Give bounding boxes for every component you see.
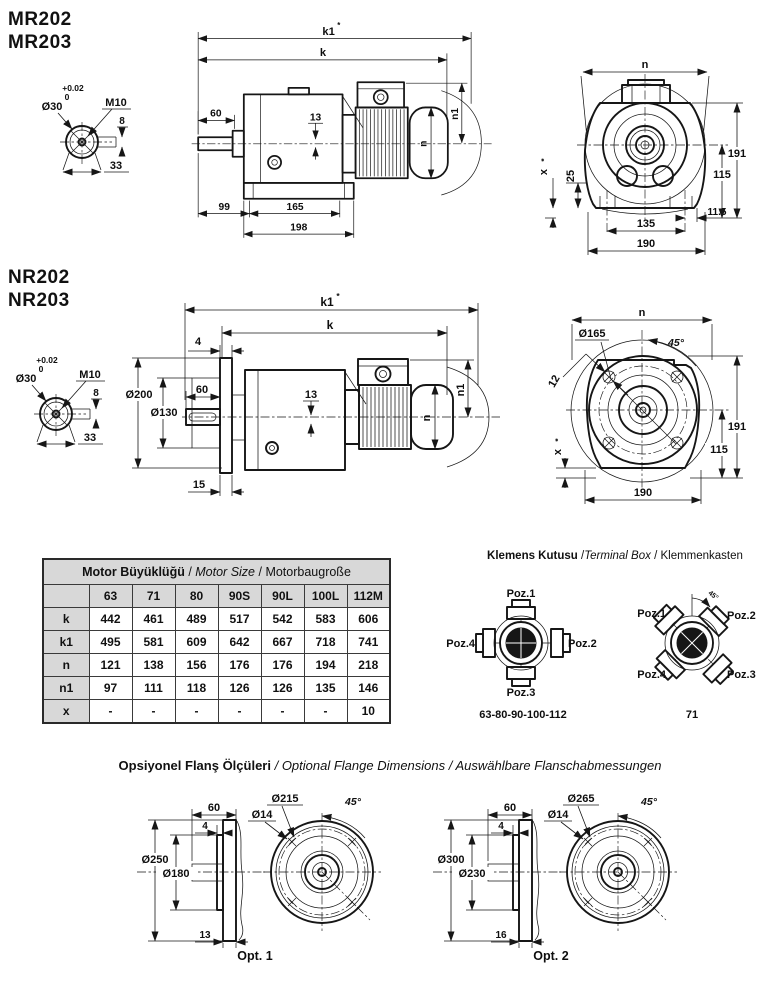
value-cell: 442 xyxy=(89,608,132,631)
value-cell: 741 xyxy=(347,631,390,654)
value-cell: 581 xyxy=(132,631,175,654)
terminal-box-title-de: Klemmenkasten xyxy=(660,550,743,562)
value-cell: 606 xyxy=(347,608,390,631)
value-cell: 135 xyxy=(304,677,347,700)
mr-front-dim11_5-label: 11.5 xyxy=(707,207,727,218)
mr-k1-label: k1 xyxy=(322,25,335,38)
value-cell: 176 xyxy=(261,654,304,677)
flange-angle-label: 45° xyxy=(641,796,657,808)
terminal-box-diagram-71 xyxy=(612,582,780,722)
value-cell: 642 xyxy=(218,631,261,654)
flange-thickness-label: 13 xyxy=(199,930,211,941)
value-cell: 118 xyxy=(175,677,218,700)
flange-outer-dia-label: Ø300 xyxy=(437,854,465,866)
nr-dim4-label: 4 xyxy=(194,336,202,348)
shaft-tolerance-lower: 0 xyxy=(38,364,44,374)
flange-dim4-label: 4 xyxy=(498,821,504,832)
value-cell: - xyxy=(261,700,304,724)
value-cell: - xyxy=(218,700,261,724)
nr-front-dim115-label: 115 xyxy=(710,444,728,456)
value-cell: 126 xyxy=(261,677,304,700)
flange-section-heading xyxy=(30,758,750,773)
mr-front-view-drawing xyxy=(538,53,780,263)
mr-dim165-label: 165 xyxy=(286,201,304,213)
nr-front-x-star: * xyxy=(553,438,563,442)
value-cell: 517 xyxy=(218,608,261,631)
col-header: 63 xyxy=(89,585,132,608)
poz1-label: Poz.1 xyxy=(506,588,536,600)
row-header: k1 xyxy=(43,631,89,654)
value-cell: 138 xyxy=(132,654,175,677)
mr-front-dim115-label: 115 xyxy=(713,169,731,181)
shaft-key-width-label: 8 xyxy=(119,116,125,127)
mr-k-label: k xyxy=(319,47,327,60)
value-cell: 111 xyxy=(132,677,175,700)
mr-shaft-detail-drawing xyxy=(12,80,137,180)
terminal-box-71-caption: 71 xyxy=(685,709,699,721)
nr-n1-label: n1 xyxy=(455,383,467,397)
mr-n1-label: n1 xyxy=(450,107,462,120)
shaft-tolerance-upper: +0.02 xyxy=(36,355,58,365)
mr-front-dim191-label: 191 xyxy=(727,148,747,160)
nr-dia200-label: Ø200 xyxy=(125,389,153,401)
mr-dim198-label: 198 xyxy=(290,222,308,234)
mr-front-x-label: x xyxy=(538,168,550,176)
nr-dia130-label: Ø130 xyxy=(150,407,178,419)
col-header: 90S xyxy=(218,585,261,608)
table-row-n xyxy=(43,654,390,677)
corner-cell xyxy=(43,585,89,608)
flange-inner-dia-label: Ø230 xyxy=(458,868,486,880)
value-cell: - xyxy=(304,700,347,724)
poz1-label: Poz.1 xyxy=(637,608,666,620)
mr-dim60-label: 60 xyxy=(210,108,222,120)
shaft-diameter-label: Ø30 xyxy=(41,101,63,113)
flange-opt1-caption: Opt. 1 xyxy=(237,949,273,963)
value-cell: 126 xyxy=(218,677,261,700)
nr-front-dim12-label: 12 xyxy=(546,373,563,390)
value-cell: 583 xyxy=(304,608,347,631)
value-cell: - xyxy=(89,700,132,724)
terminal-box-title-tr: Klemens Kutusu xyxy=(487,550,578,562)
nr-dim15-label: 15 xyxy=(192,479,206,491)
table-title-de: Motorbaugroße xyxy=(265,565,351,579)
nr-k1-label: k1 xyxy=(320,295,334,309)
nr-side-view-drawing xyxy=(125,285,580,510)
shaft-thread-label: M10 xyxy=(105,97,127,109)
table-row-k1 xyxy=(43,631,390,654)
value-cell: - xyxy=(175,700,218,724)
flange-opt2-drawing xyxy=(421,791,696,973)
col-header: 80 xyxy=(175,585,218,608)
flange-dim4-label: 4 xyxy=(202,821,208,832)
mr-dim13-label: 13 xyxy=(309,112,322,124)
row-header: x xyxy=(43,700,89,724)
flange-outer-dia-label: Ø250 xyxy=(141,854,169,866)
nr-dim13-label: 13 xyxy=(304,389,318,401)
mr-model-line1: MR202 xyxy=(8,9,72,30)
value-cell: 461 xyxy=(132,608,175,631)
nr-k1-star: * xyxy=(336,291,340,301)
shaft-key-width-label: 8 xyxy=(93,388,99,399)
flange-title-rest: / Optional Flange Dimensions / Auswählbare Flanschabmessungen xyxy=(270,758,662,773)
poz3-label: Poz.3 xyxy=(727,669,756,681)
value-cell: 489 xyxy=(175,608,218,631)
value-cell: 609 xyxy=(175,631,218,654)
col-header: 100L xyxy=(304,585,347,608)
shaft-tolerance-lower: 0 xyxy=(64,92,70,102)
flange-inner-dia-label: Ø180 xyxy=(162,868,190,880)
flange-thickness-label: 16 xyxy=(495,930,507,941)
nr-front-angle45-label: 45° xyxy=(668,337,684,349)
nr-model-line1: NR202 xyxy=(8,267,70,288)
value-cell: 10 xyxy=(347,700,390,724)
value-cell: 218 xyxy=(347,654,390,677)
value-cell: 718 xyxy=(304,631,347,654)
shaft-key-length-label: 33 xyxy=(83,432,97,444)
nr-front-dim191-label: 191 xyxy=(727,421,747,433)
flange-dim60-label: 60 xyxy=(503,802,517,814)
mr-front-n-label: n xyxy=(641,59,649,71)
value-cell: 97 xyxy=(89,677,132,700)
mr-side-view-drawing xyxy=(175,18,580,263)
poz3-label: Poz.3 xyxy=(506,687,536,699)
poz2-label: Poz.2 xyxy=(727,610,756,622)
mr-front-dim135-label: 135 xyxy=(636,218,656,230)
poz2-label: Poz.2 xyxy=(568,638,597,650)
flange-hole-dia-label: Ø14 xyxy=(251,809,273,821)
terminal-box-diagram-large xyxy=(440,582,605,722)
nr-front-n-label: n xyxy=(638,307,646,319)
col-header: 90L xyxy=(261,585,304,608)
mr-front-dim190-label: 190 xyxy=(636,238,656,250)
terminal-box-heading: Klemens Kutusu /Terminal Box / Klemmenkasten xyxy=(487,550,743,562)
value-cell: 495 xyxy=(89,631,132,654)
table-header-row xyxy=(43,585,390,608)
value-cell: 194 xyxy=(304,654,347,677)
mr-front-x-star: * xyxy=(539,158,549,162)
row-header: n xyxy=(43,654,89,677)
nr-front-dia165-label: Ø165 xyxy=(578,328,606,340)
mr-dim99-label: 99 xyxy=(218,201,230,213)
nr-model-label xyxy=(8,266,70,312)
terminal-box-large-caption: 63-80-90-100-112 xyxy=(479,709,567,721)
mr-k1-star: * xyxy=(337,21,341,31)
terminal-box-title-en: Terminal Box xyxy=(584,550,651,562)
flange-opt1-drawing xyxy=(125,791,400,973)
mr-model-line2: MR203 xyxy=(8,32,72,53)
shaft-diameter-label: Ø30 xyxy=(15,373,37,385)
table-title-cell: Motor Büyüklüğü / Motor Size / Motorbaugroße xyxy=(43,559,390,585)
table-row-n1 xyxy=(43,677,390,700)
poz4-label: Poz.4 xyxy=(446,638,475,650)
shaft-tolerance-upper: +0.02 xyxy=(62,83,84,93)
terminal-box-45-label: 45° xyxy=(706,589,720,602)
value-cell: 146 xyxy=(347,677,390,700)
flange-title-tr: Opsiyonel Flanş Ölçüleri xyxy=(118,758,271,773)
flange-bolt-circle-label: Ø215 xyxy=(271,793,299,805)
table-title-en: Motor Size xyxy=(195,565,256,579)
flange-angle-label: 45° xyxy=(345,796,361,808)
mr-n-label: n xyxy=(418,140,430,147)
nr-n-label: n xyxy=(421,414,433,422)
motor-size-table xyxy=(42,558,391,724)
mr-front-dim25-label: 25 xyxy=(565,169,577,183)
nr-k-label: k xyxy=(326,318,334,332)
shaft-thread-label: M10 xyxy=(79,369,101,381)
nr-model-line2: NR203 xyxy=(8,290,70,311)
col-header: 71 xyxy=(132,585,175,608)
flange-hole-dia-label: Ø14 xyxy=(547,809,569,821)
row-header: k xyxy=(43,608,89,631)
table-title-tr: Motor Büyüklüğü xyxy=(82,565,185,579)
value-cell: - xyxy=(132,700,175,724)
value-cell: 121 xyxy=(89,654,132,677)
flange-dim60-label: 60 xyxy=(207,802,221,814)
poz4-label: Poz.4 xyxy=(637,669,666,681)
flange-opt2-caption: Opt. 2 xyxy=(533,949,569,963)
nr-front-dim190-label: 190 xyxy=(633,487,653,499)
nr-dim60-label: 60 xyxy=(195,384,209,396)
shaft-key-length-label: 33 xyxy=(109,160,123,172)
mr-model-label xyxy=(8,8,72,54)
table-title-row xyxy=(43,559,390,585)
value-cell: 667 xyxy=(261,631,304,654)
value-cell: 176 xyxy=(218,654,261,677)
nr-front-x-label: x xyxy=(552,448,564,456)
table-row-x xyxy=(43,700,390,724)
value-cell: 156 xyxy=(175,654,218,677)
col-header: 112M xyxy=(347,585,390,608)
flange-bolt-circle-label: Ø265 xyxy=(567,793,595,805)
nr-front-view-drawing xyxy=(543,295,780,515)
table-row-k xyxy=(43,608,390,631)
nr-shaft-detail-drawing xyxy=(0,352,111,452)
row-header: n1 xyxy=(43,677,89,700)
value-cell: 542 xyxy=(261,608,304,631)
